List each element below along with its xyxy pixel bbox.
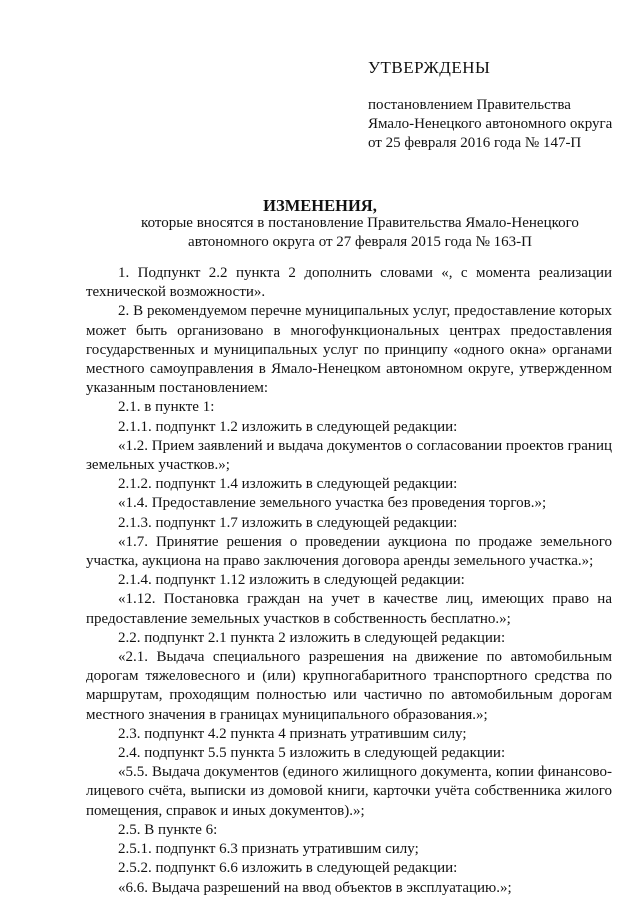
approval-line: от 25 февраля 2016 года № 147-П <box>368 135 582 151</box>
subtitle-line: которые вносятся в постановление Правительства Ямало-Ненецкого <box>141 215 579 231</box>
paragraph: «1.7. Принятие решения о проведении аукциона по продаже земельного участка, аукциона на право заключения договора аренды земельного участка.»; <box>86 533 612 570</box>
document-title: ИЗМЕНЕНИЯ, <box>263 196 377 215</box>
paragraph: 2.1.4. подпункт 1.12 изложить в следующей редакции: <box>118 572 465 589</box>
approval-line: Ямало-Ненецкого автономного округа <box>368 116 613 132</box>
paragraph: 2.1. в пункте 1: <box>118 399 215 416</box>
document-subtitle <box>110 214 610 252</box>
approval-title: УТВЕРЖДЕНЫ <box>368 58 491 77</box>
paragraph: «6.6. Выдача разрешений на ввод объектов в эксплуатацию.»; <box>118 879 512 896</box>
paragraph: «1.2. Прием заявлений и выдача документов о согласовании проектов границ земельных участков.»; <box>86 437 612 474</box>
paragraph: 2.5. В пункте 6: <box>118 821 218 838</box>
paragraph: 2.5.2. подпункт 6.6 изложить в следующей редакции: <box>118 860 458 877</box>
paragraph: 2.1.2. подпункт 1.4 изложить в следующей редакции: <box>118 476 458 493</box>
paragraph: 2.1.3. подпункт 1.7 изложить в следующей редакции: <box>118 514 458 531</box>
document-body <box>86 264 612 898</box>
approval-line: постановлением Правительства <box>368 97 571 113</box>
paragraph: 2.1.1. подпункт 1.2 изложить в следующей редакции: <box>118 418 458 435</box>
paragraph: 2.2. подпункт 2.1 пункта 2 изложить в следующей редакции: <box>118 629 506 646</box>
subtitle-line: автономного округа от 27 февраля 2015 года № 163-П <box>188 234 532 250</box>
paragraph: 1. Подпункт 2.2 пункта 2 дополнить словами «, с момента реализации технической возможности». <box>86 265 612 301</box>
paragraph: «5.5. Выдача документов (единого жилищного документа, копии финансово-лицевого счёта, выписки из домовой книги, карточки учёта собственника жилого помещения, справок и иных документов).»; <box>86 764 612 819</box>
paragraph: «1.4. Предоставление земельного участка без проведения торгов.»; <box>118 495 547 512</box>
approval-block <box>368 58 618 153</box>
paragraph: 2.4. подпункт 5.5 пункта 5 изложить в следующей редакции: <box>118 745 506 762</box>
paragraph: «2.1. Выдача специального разрешения на движение по автомобильным дорогам тяжеловесного и (или) крупногабаритного транспортного средства по маршрутам, проходящим полностью или частично по автомобильным дорогам местного значения в границах муниципального образования.»; <box>86 649 612 723</box>
paragraph: 2. В рекомендуемом перечне муниципальных услуг, предоставление которых может быть организовано в многофункциональных центрах предоставления государственных и муниципальных услуг по принципу «одного окна» органами местного самоуправления в Ямало-Ненецком автономном округе, утвержденном указанным постановлением: <box>86 303 612 397</box>
paragraph: 2.5.1. подпункт 6.3 признать утратившим силу; <box>118 841 419 858</box>
paragraph: 2.3. подпункт 4.2 пункта 4 признать утратившим силу; <box>118 725 467 742</box>
paragraph: «1.12. Постановка граждан на учет в качестве лиц, имеющих право на предоставление земельных участков в собственность бесплатно.»; <box>86 591 612 627</box>
